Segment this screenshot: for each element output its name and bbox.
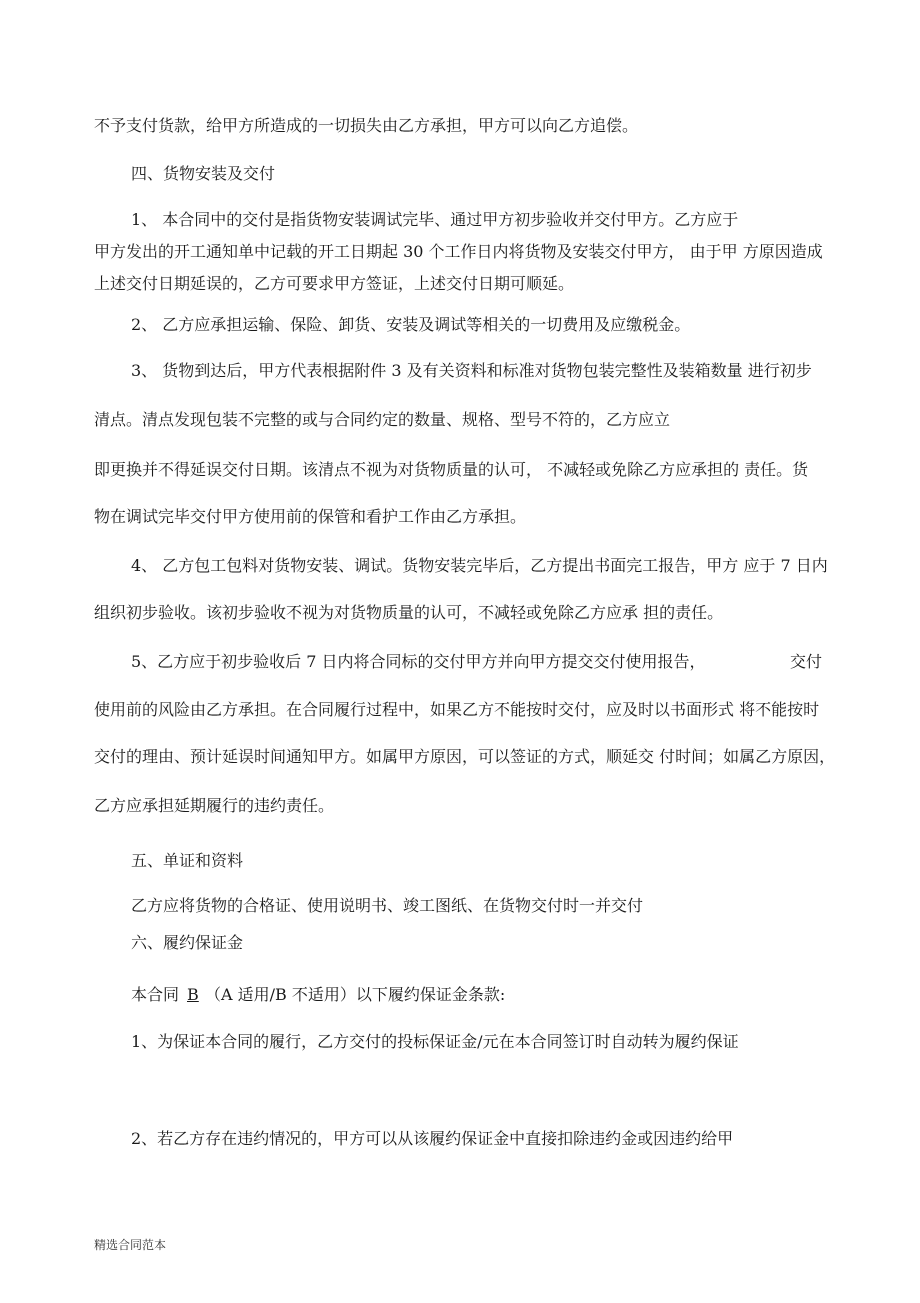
paragraph-line: 即更换并不得延误交付日期。该清点不视为对货物质量的认可， 不减轻或免除乙方应承担的 责任。货 xyxy=(94,460,809,479)
paragraph-line: 本合同 xyxy=(131,985,180,1004)
paragraph-line: 组织初步验收。该初步验收不视为对货物质量的认可，不减轻或免除乙方应承 担的责任。 xyxy=(94,603,724,622)
paragraph-line: （A 适用/B 不适用）以下履约保证金条款: xyxy=(205,985,506,1004)
paragraph-line: 1、 本合同中的交付是指货物安装调试完毕、通过甲方初步验收并交付甲方。乙方应于 xyxy=(131,210,739,229)
paragraph-line: 交付的理由、预计延误时间通知甲方。如属甲方原因，可以签证的方式，顺延交 付时间；如属乙方原因， xyxy=(94,747,836,766)
paragraph-line: 5、乙方应于初步验收后 7 日内将合同标的交付甲方并向甲方提交交付使用报告， xyxy=(131,652,706,671)
paragraph-line: 物在调试完毕交付甲方使用前的保管和看护工作由乙方承担。 xyxy=(94,507,527,526)
underlined-option-value: B xyxy=(187,985,199,1004)
paragraph-line: 1、为保证本合同的履行，乙方交付的投标保证金/元在本合同签订时自动转为履约保证 xyxy=(131,1032,739,1051)
section-heading: 六、履约保证金 xyxy=(131,933,244,952)
section-heading: 四、货物安装及交付 xyxy=(131,164,276,183)
paragraph-line: 2、 乙方应承担运输、保险、卸货、安装及调试等相关的一切费用及应缴税金。 xyxy=(131,315,691,334)
paragraph-line: 不予支付货款，给甲方所造成的一切损失由乙方承担，甲方可以向乙方追偿。 xyxy=(94,116,639,135)
paragraph-line: 3、 货物到达后，甲方代表根据附件 3 及有关资料和标准对货物包装完整性及装箱数量 进行初步 xyxy=(131,361,812,380)
paragraph-line: 2、若乙方存在违约情况的，甲方可以从该履约保证金中直接扣除违约金或因违约给甲 xyxy=(131,1129,734,1148)
paragraph-line: 上述交付日期延误的，乙方可要求甲方签证，上述交付日期可顺延。 xyxy=(94,274,575,293)
page-footer: 精选合同范本 xyxy=(94,1238,167,1252)
paragraph-line: 4、 乙方包工包料对货物安装、调试。货物安装完毕后，乙方提出书面完工报告，甲方 应于 7 日内 xyxy=(131,556,828,575)
paragraph-line: 使用前的风险由乙方承担。在合同履行过程中，如果乙方不能按时交付，应及时以书面形式 将不能按时 xyxy=(94,700,820,719)
paragraph-line: 乙方应承担延期履行的违约责任。 xyxy=(94,796,335,815)
paragraph-line: 清点。清点发现包装不完整的或与合同约定的数量、规格、型号不符的，乙方应立 xyxy=(94,410,671,429)
paragraph-line-tail: 交付 xyxy=(790,652,823,671)
paragraph-line: 乙方应将货物的合格证、使用说明书、竣工图纸、在货物交付时一并交付 xyxy=(131,896,644,915)
section-heading: 五、单证和资料 xyxy=(131,851,244,870)
paragraph-line: 甲方发出的开工通知单中记载的开工日期起 30 个工作日内将货物及安装交付甲方， 由于甲 方原因造成 xyxy=(94,242,823,261)
